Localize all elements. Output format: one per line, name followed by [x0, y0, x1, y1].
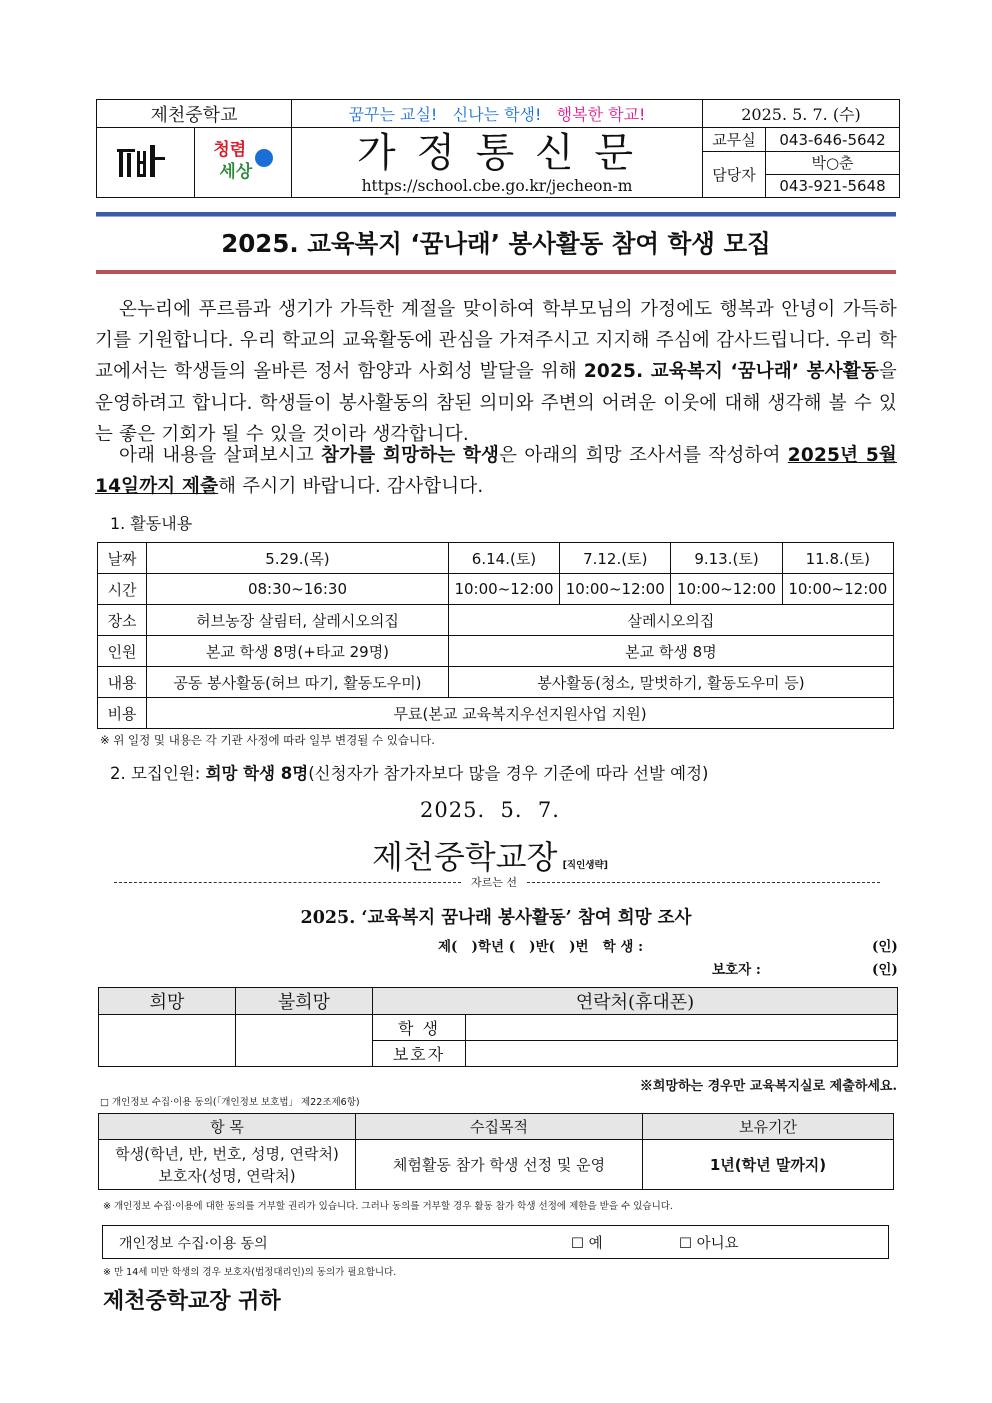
survey-title: 2025. ‘교육복지 꿈나래 봉사활동’ 참여 희망 조사 — [300, 908, 692, 928]
date-cell: 7.12.(토) — [560, 543, 671, 574]
school-logo — [97, 128, 195, 198]
row-label-cost: 비용 — [98, 698, 147, 729]
integrity-logo-icon: 청렴 세상 — [203, 137, 283, 189]
parent-phone-field[interactable] — [466, 1041, 898, 1067]
hope-checkbox[interactable] — [99, 1015, 236, 1067]
principal-line — [372, 832, 608, 878]
office-label: 교무실 — [703, 128, 766, 152]
deadline: 2025년 5월 14일까지 제출 — [95, 445, 897, 498]
time-cell: 10:00~12:00 — [782, 574, 893, 605]
row-label-content: 내용 — [98, 667, 147, 698]
school-name: 제천중학교 — [97, 100, 292, 128]
col-purpose: 수집목적 — [356, 1114, 643, 1140]
consent-box — [102, 1225, 889, 1259]
people-cell-rest: 본교 학생 8명 — [448, 636, 893, 667]
col-period: 보유기간 — [643, 1114, 894, 1140]
recruit-count: 희망 학생 8명 — [205, 764, 309, 783]
place-cell-first: 허브농장 살림터, 살레시오의집 — [147, 605, 449, 636]
date-cell: 6.14.(토) — [448, 543, 559, 574]
student-phone-field[interactable] — [466, 1015, 898, 1041]
cut-line-left — [114, 882, 461, 883]
col-no-hope: 불희망 — [236, 988, 373, 1015]
header-table — [96, 99, 900, 198]
item-cell — [99, 1140, 356, 1190]
time-cell: 10:00~12:00 — [671, 574, 782, 605]
people-cell-first: 본교 학생 8명(+타교 29명) — [147, 636, 449, 667]
time-cell: 10:00~12:00 — [560, 574, 671, 605]
privacy-table — [98, 1113, 894, 1190]
item-line-1: 학생(학년, 반, 번호, 성명, 연락처) — [115, 1144, 339, 1163]
consent-no-checkbox[interactable]: ☐ 아니요 — [679, 1236, 739, 1252]
consent-yes-checkbox[interactable]: ☐ 예 — [571, 1236, 603, 1252]
guardian-note: ※ 만 14세 미만 학생의 경우 보호자(법정대리인)의 동의가 필요합니다. — [103, 1267, 397, 1278]
manager-label: 담당자 — [703, 152, 766, 198]
row-parent: 보호자 — [373, 1041, 466, 1067]
col-contact: 연락처(휴대폰) — [373, 988, 898, 1015]
closing-addressee: 제천중학교장 귀하 — [103, 1288, 281, 1314]
title-rule-top-thin — [96, 216, 896, 217]
row-label-place: 장소 — [98, 605, 147, 636]
row-label-people: 인원 — [98, 636, 147, 667]
integrity-logo — [194, 128, 292, 198]
title-cell — [292, 128, 703, 198]
purpose-cell: 체험활동 참가 학생 선정 및 운영 — [356, 1140, 643, 1190]
office-phone: 043-646-5642 — [766, 128, 900, 152]
cost-cell: 무료(본교 교육복지우선지원사업 지원) — [147, 698, 894, 729]
intro-paragraph-1: 온누리에 푸르름과 생기가 가득한 계절을 맞이하여 학부모님의 가정에도 행복과 안녕이 가득하기를 기원합니다. 우리 학교의 교육활동에 관심을 가져주시고 지지해 주심에 감사드립니다. 우리 학교에서는 학생들의 올바른 정서 함양과 사회성 발달을 위해 2025. 교육복지 ‘꿈나래’ 봉사활동을 운영하려고 합니다. 학생들이 봉사활동의 참된 의미와 주변의 어려운 이웃에 대해 생각해 볼 수 있는 좋은 기회가 될 수 있을 것이라 생각합니다. — [95, 299, 897, 445]
row-label-time: 시간 — [98, 574, 147, 605]
no-hope-checkbox[interactable] — [236, 1015, 373, 1067]
section-2: 2. 모집인원: 희망 학생 8명(신청자가 참가자보다 많을 경우 기준에 따라 선발 예정) — [110, 764, 709, 783]
issue-date-header: 2025. 5. 7. (수) — [703, 100, 900, 128]
slogan-part-1: 꿈꾸는 교실! — [348, 105, 438, 124]
intro-highlight-program: 2025. 교육복지 ‘꿈나래’ 봉사활동 — [583, 361, 879, 383]
section-1-heading: 1. 활동내용 — [110, 514, 193, 533]
school-url[interactable]: https://school.cbe.go.kr/jecheon-m — [361, 176, 633, 195]
date-cell: 11.8.(토) — [782, 543, 893, 574]
issue-date: 2025. 5. 7. — [420, 798, 560, 822]
main-title: 2025. 교육복지 ‘꿈나래’ 봉사활동 참여 학생 모집 — [221, 229, 771, 258]
period-cell: 1년(학년 말까지) — [643, 1140, 894, 1190]
manager-name: 박○춘 — [766, 152, 899, 175]
title-rule-bottom — [96, 270, 896, 274]
place-cell-rest: 살레시오의집 — [448, 605, 893, 636]
survey-table — [98, 987, 898, 1067]
manager-phone: 043-921-5648 — [779, 177, 886, 195]
student-info-line: 제( )학년 ( )반( )번 학 생 : — [438, 939, 644, 955]
row-label-date: 날짜 — [98, 543, 147, 574]
time-cell: 10:00~12:00 — [448, 574, 559, 605]
date-cell: 9.13.(토) — [671, 543, 782, 574]
school-logo-icon — [115, 141, 175, 181]
date-cell: 5.29.(목) — [147, 543, 449, 574]
page-title: 가 정 통 신 문 — [356, 129, 638, 176]
content-cell-first: 공동 봉사활동(허브 따기, 활동도우미) — [147, 667, 449, 698]
parent-sign: (인) — [872, 962, 898, 978]
seal-note: [직인생략] — [562, 860, 608, 871]
privacy-heading: □ 개인정보 수집·이용 동의(「개인정보 보호법」 제22조제6항) — [100, 1097, 360, 1108]
time-cell: 08:30~16:30 — [147, 574, 449, 605]
submit-note: ※희망하는 경우만 교육복지실로 제출하세요. — [639, 1079, 897, 1094]
slogan-part-2: 신나는 학생! — [452, 105, 542, 124]
col-item: 항 목 — [99, 1114, 356, 1140]
refuse-note: ※ 개인정보 수집·이용에 대한 동의를 거부할 권리가 있습니다. 그러나 동의를 거부할 경우 활동 참가 학생 선정에 제한을 받을 수 있습니다. — [103, 1201, 673, 1212]
row-student: 학 생 — [373, 1015, 466, 1041]
activity-table — [97, 542, 894, 729]
item-line-2: 보호자(성명, 연락처) — [158, 1166, 296, 1185]
manager-cell — [766, 152, 900, 198]
cut-line-label: 자르는 선 — [470, 876, 517, 889]
cut-line-right — [527, 882, 880, 883]
slogan — [292, 100, 703, 128]
intro-paragraph-2: 아래 내용을 살펴보시고 참가를 희망하는 학생은 아래의 희망 조사서를 작성하여 2025년 5월 14일까지 제출해 주시기 바랍니다. 감사합니다. — [95, 445, 897, 498]
consent-label: 개인정보 수집·이용 동의 — [119, 1236, 268, 1252]
principal-name: 제천중학교장 — [372, 838, 558, 876]
schedule-note: ※ 위 일정 및 내용은 각 기관 사정에 따라 일부 변경될 수 있습니다. — [100, 733, 435, 747]
col-hope: 희망 — [99, 988, 236, 1015]
intro-highlight-applicant: 참가를 희망하는 학생 — [321, 445, 500, 466]
slogan-part-3: 행복한 학교! — [556, 105, 646, 124]
student-sign: (인) — [872, 939, 898, 955]
parent-label: 보호자 : — [712, 962, 761, 978]
content-cell-rest: 봉사활동(청소, 말벗하기, 활동도우미 등) — [448, 667, 893, 698]
